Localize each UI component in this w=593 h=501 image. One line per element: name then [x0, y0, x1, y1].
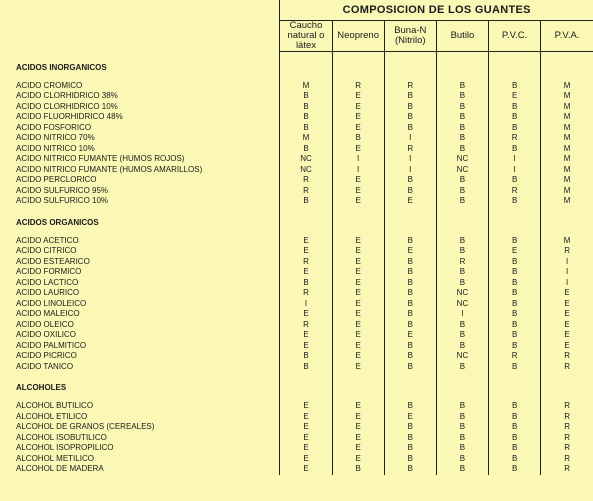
chemical-name: ACIDO NITRICO FUMANTE (HUMOS AMARILLOS) — [16, 164, 203, 174]
rating-cell: B — [436, 91, 488, 102]
rating-cell: E — [280, 309, 332, 320]
chemical-name: ACIDO CLORHIDRICO 10% — [16, 101, 118, 111]
chemical-name: ACIDO OLEICO — [16, 319, 74, 329]
rating-cell: R — [541, 401, 593, 412]
rating-cell: R — [384, 144, 436, 155]
chemical-row — [0, 412, 593, 423]
rating-cell: B — [436, 102, 488, 113]
rating-cell: B — [280, 278, 332, 289]
table-title: COMPOSICION DE LOS GUANTES — [280, 0, 593, 21]
chemical-row — [0, 236, 593, 247]
chemical-row — [0, 133, 593, 144]
rating-cell: B — [384, 464, 436, 475]
rating-cell: E — [332, 320, 384, 331]
rating-cell: E — [332, 123, 384, 134]
chemical-row — [0, 433, 593, 444]
rating-cell: M — [541, 186, 593, 197]
rating-cell: R — [384, 81, 436, 92]
rating-cell: E — [332, 362, 384, 373]
rating-cell: E — [332, 454, 384, 465]
rating-cell: B — [436, 267, 488, 278]
rating-cell: B — [489, 112, 541, 123]
rating-cell: E — [332, 267, 384, 278]
rating-cell: B — [280, 144, 332, 155]
section-title: ALCOHOLES — [16, 383, 67, 392]
chemical-name: ACIDO NITRICO 70% — [16, 133, 95, 142]
rating-cell: B — [332, 464, 384, 475]
rating-cell: B — [489, 341, 541, 352]
chemical-row — [0, 144, 593, 155]
rating-cell: B — [384, 123, 436, 134]
rating-cell: I — [332, 154, 384, 165]
rating-cell: R — [541, 422, 593, 433]
rating-cell: NC — [436, 288, 488, 299]
table-body — [0, 52, 593, 475]
rating-cell: I — [280, 299, 332, 310]
rating-cell: B — [384, 175, 436, 186]
section-header-row — [0, 207, 593, 230]
material-header: Buna-N (Nitrilo) — [384, 21, 436, 52]
rating-cell: B — [280, 196, 332, 207]
rating-cell: NC — [436, 299, 488, 310]
rating-cell: B — [384, 288, 436, 299]
chemical-name: ACIDO PALMITICO — [16, 340, 87, 350]
rating-cell: B — [436, 443, 488, 454]
rating-cell: E — [280, 454, 332, 465]
rating-cell: E — [332, 186, 384, 197]
rating-cell: B — [436, 320, 488, 331]
rating-cell: E — [541, 309, 593, 320]
chemical-name: ACIDO SULFURICO 95% — [16, 185, 109, 195]
chemical-name: ALCOHOL DE GRANOS (CEREALES) — [16, 422, 155, 431]
rating-cell: M — [280, 81, 332, 92]
rating-cell: I — [489, 165, 541, 176]
chemical-name: ACIDO ACETICO — [16, 235, 79, 245]
rating-cell: B — [489, 320, 541, 331]
rating-cell: B — [436, 81, 488, 92]
rating-cell: I — [541, 278, 593, 289]
rating-cell: NC — [436, 154, 488, 165]
chemical-row — [0, 330, 593, 341]
rating-cell: R — [489, 186, 541, 197]
rating-cell: M — [541, 154, 593, 165]
rating-cell: B — [436, 133, 488, 144]
chemical-name: ALCOHOL ISOBUTILICO — [16, 432, 107, 442]
rating-cell: E — [332, 330, 384, 341]
rating-cell: B — [436, 144, 488, 155]
rating-cell: B — [384, 454, 436, 465]
rating-cell: B — [489, 299, 541, 310]
rating-cell: E — [541, 330, 593, 341]
rating-cell: R — [541, 443, 593, 454]
rating-cell: B — [436, 236, 488, 247]
rating-cell: E — [280, 330, 332, 341]
rating-cell: B — [384, 278, 436, 289]
rating-cell: B — [436, 278, 488, 289]
chemical-name: ACIDO PICRICO — [16, 351, 77, 360]
chemical-name: ALCOHOL DE MADERA — [16, 464, 104, 473]
rating-cell: M — [541, 175, 593, 186]
material-header: Neopreno — [332, 21, 384, 52]
material-header: P.V.A. — [541, 21, 593, 52]
chemical-row — [0, 288, 593, 299]
rating-cell: B — [489, 362, 541, 373]
rating-cell: B — [384, 309, 436, 320]
rating-cell: B — [436, 362, 488, 373]
rating-cell: I — [541, 257, 593, 268]
rating-cell: E — [489, 91, 541, 102]
rating-cell: B — [384, 112, 436, 123]
chemical-row — [0, 196, 593, 207]
rating-cell: B — [436, 422, 488, 433]
rating-cell: B — [489, 81, 541, 92]
rating-cell: E — [332, 288, 384, 299]
rating-cell: B — [489, 144, 541, 155]
rating-cell: E — [332, 351, 384, 362]
chemical-row — [0, 123, 593, 134]
rating-cell: E — [332, 246, 384, 257]
rating-cell: E — [332, 175, 384, 186]
rating-cell: B — [436, 123, 488, 134]
rating-cell: B — [384, 236, 436, 247]
rating-cell: B — [384, 443, 436, 454]
rating-cell: B — [384, 433, 436, 444]
rating-cell: M — [541, 123, 593, 134]
chemical-row — [0, 443, 593, 454]
rating-cell: B — [489, 443, 541, 454]
rating-cell: E — [332, 309, 384, 320]
rating-cell: E — [332, 422, 384, 433]
rating-cell: B — [280, 123, 332, 134]
rating-cell: R — [541, 454, 593, 465]
rating-cell: E — [280, 412, 332, 423]
chemical-row — [0, 91, 593, 102]
rating-cell: E — [384, 246, 436, 257]
rating-cell: NC — [436, 165, 488, 176]
rating-cell: B — [280, 362, 332, 373]
chemical-name: ACIDO NITRICO 10% — [16, 143, 95, 153]
section-title: ACIDOS ORGANICOS — [16, 217, 99, 227]
rating-cell: B — [436, 186, 488, 197]
section-header-row — [0, 372, 593, 395]
material-header: Butilo — [436, 21, 488, 52]
rating-cell: R — [332, 81, 384, 92]
rating-cell: E — [280, 443, 332, 454]
rating-cell: E — [332, 341, 384, 352]
rating-cell: B — [489, 401, 541, 412]
rating-cell: R — [280, 257, 332, 268]
rating-cell: E — [280, 267, 332, 278]
chemical-name: ALCOHOL ISOPROPILICO — [16, 443, 114, 452]
rating-cell: R — [280, 320, 332, 331]
chemical-name: ACIDO LINOLEICO — [16, 298, 87, 308]
rating-cell: R — [541, 362, 593, 373]
chemical-name: ALCOHOL ETILICO — [16, 411, 88, 421]
chemical-row — [0, 278, 593, 289]
rating-cell: I — [384, 165, 436, 176]
chemical-row — [0, 112, 593, 123]
chemical-row — [0, 175, 593, 186]
chemical-row — [0, 186, 593, 197]
chemical-row — [0, 464, 593, 475]
rating-cell: I — [384, 133, 436, 144]
rating-cell: B — [489, 175, 541, 186]
rating-cell: R — [436, 257, 488, 268]
rating-cell: R — [541, 351, 593, 362]
rating-cell: E — [332, 257, 384, 268]
chemical-row — [0, 320, 593, 331]
rating-cell: R — [489, 133, 541, 144]
rating-cell: NC — [436, 351, 488, 362]
rating-cell: B — [384, 362, 436, 373]
rating-cell: M — [541, 81, 593, 92]
rating-cell: R — [541, 464, 593, 475]
rating-cell: B — [384, 422, 436, 433]
rating-cell: B — [436, 246, 488, 257]
rating-cell: B — [384, 102, 436, 113]
chemical-name: ALCOHOL BUTILICO — [16, 401, 94, 410]
chemical-name: ACIDO FORMICO — [16, 267, 82, 276]
rating-cell: B — [489, 330, 541, 341]
rating-cell: E — [541, 288, 593, 299]
chemical-name: ACIDO MALEICO — [16, 309, 80, 318]
rating-cell: E — [332, 401, 384, 412]
rating-cell: B — [489, 464, 541, 475]
rating-cell: B — [280, 91, 332, 102]
rating-cell: R — [541, 246, 593, 257]
rating-cell: I — [541, 267, 593, 278]
rating-cell: E — [332, 144, 384, 155]
rating-cell: E — [332, 299, 384, 310]
material-header: Caucho natural o látex — [280, 21, 332, 52]
rating-cell: B — [384, 186, 436, 197]
rating-cell: B — [436, 401, 488, 412]
chemical-row — [0, 454, 593, 465]
rating-cell: E — [332, 236, 384, 247]
chemical-name: ACIDO FOSFORICO — [16, 122, 92, 132]
rating-cell: I — [489, 154, 541, 165]
chemical-name: ACIDO ESTEARICO — [16, 256, 90, 266]
rating-cell: B — [489, 102, 541, 113]
rating-cell: B — [384, 91, 436, 102]
rating-cell: I — [384, 154, 436, 165]
rating-cell: B — [436, 330, 488, 341]
rating-cell: E — [541, 320, 593, 331]
rating-cell: M — [541, 236, 593, 247]
rating-cell: R — [280, 288, 332, 299]
rating-cell: NC — [280, 154, 332, 165]
rating-cell: E — [332, 443, 384, 454]
rating-cell: NC — [280, 165, 332, 176]
rating-cell: E — [280, 246, 332, 257]
rating-cell: B — [280, 351, 332, 362]
rating-cell: E — [489, 246, 541, 257]
rating-cell: E — [280, 341, 332, 352]
rating-cell: M — [541, 102, 593, 113]
chemical-row — [0, 257, 593, 268]
chemical-row — [0, 351, 593, 362]
rating-cell: R — [489, 351, 541, 362]
rating-cell: B — [489, 278, 541, 289]
rating-cell: E — [332, 433, 384, 444]
section-title: ACIDOS INORGANICOS — [16, 62, 107, 72]
rating-cell: B — [436, 175, 488, 186]
rating-cell: I — [436, 309, 488, 320]
rating-cell: M — [280, 133, 332, 144]
rating-cell: B — [280, 112, 332, 123]
chemical-name: ALCOHOL METILICO — [16, 453, 94, 463]
rating-cell: E — [280, 422, 332, 433]
rating-cell: E — [384, 412, 436, 423]
rating-cell: E — [332, 102, 384, 113]
rating-cell: B — [489, 412, 541, 423]
rating-cell: E — [280, 236, 332, 247]
rating-cell: E — [332, 196, 384, 207]
rating-cell: R — [541, 412, 593, 423]
rating-cell: B — [436, 196, 488, 207]
rating-cell: R — [280, 175, 332, 186]
section-header-row — [0, 52, 593, 75]
material-header: P.V.C. — [489, 21, 541, 52]
rating-cell: M — [541, 112, 593, 123]
rating-cell: M — [541, 144, 593, 155]
rating-cell: R — [280, 186, 332, 197]
rating-cell: I — [332, 165, 384, 176]
chemical-name: ACIDO PERCLORICO — [16, 175, 97, 184]
chemical-row — [0, 309, 593, 320]
chemical-name: ACIDO LACTICO — [16, 277, 79, 287]
chemical-row — [0, 246, 593, 257]
chemical-name: ACIDO OXILICO — [16, 330, 77, 339]
rating-cell: B — [436, 341, 488, 352]
chemical-row — [0, 341, 593, 352]
rating-cell: E — [541, 299, 593, 310]
rating-cell: E — [541, 341, 593, 352]
rating-cell: B — [384, 299, 436, 310]
rating-cell: B — [332, 133, 384, 144]
rating-cell: B — [489, 196, 541, 207]
rating-cell: B — [489, 267, 541, 278]
chemical-row — [0, 299, 593, 310]
rating-cell: E — [384, 330, 436, 341]
rating-cell: M — [541, 165, 593, 176]
rating-cell: B — [489, 433, 541, 444]
rating-cell: M — [541, 196, 593, 207]
rating-cell: B — [384, 351, 436, 362]
chemical-row — [0, 154, 593, 165]
chemical-name: ACIDO CLORHIDRICO 38% — [16, 91, 118, 100]
rating-cell: E — [332, 112, 384, 123]
chemical-row — [0, 401, 593, 412]
rating-cell: B — [489, 422, 541, 433]
rating-cell: E — [280, 401, 332, 412]
chemical-name: ACIDO TANICO — [16, 361, 74, 371]
chemical-name: ACIDO CROMICO — [16, 80, 83, 90]
chemical-row — [0, 267, 593, 278]
rating-cell: B — [280, 102, 332, 113]
rating-cell: B — [384, 341, 436, 352]
chemical-row — [0, 81, 593, 92]
rating-cell: M — [541, 91, 593, 102]
rating-cell: B — [436, 454, 488, 465]
chemical-row — [0, 165, 593, 176]
rating-cell: B — [436, 412, 488, 423]
chemical-name: ACIDO FLUORHIDRICO 48% — [16, 112, 123, 121]
rating-cell: M — [541, 133, 593, 144]
rating-cell: E — [384, 196, 436, 207]
rating-cell: E — [280, 464, 332, 475]
rating-cell: E — [332, 278, 384, 289]
rating-cell: B — [384, 401, 436, 412]
rating-cell: B — [384, 320, 436, 331]
rating-cell: B — [489, 288, 541, 299]
rating-cell: B — [489, 236, 541, 247]
rating-cell: B — [489, 123, 541, 134]
rating-cell: B — [436, 464, 488, 475]
chemical-name: ACIDO NITRICO FUMANTE (HUMOS ROJOS) — [16, 154, 185, 163]
chemical-name: ACIDO LAURICO — [16, 288, 80, 297]
rating-cell: B — [489, 309, 541, 320]
rating-cell: B — [489, 454, 541, 465]
rating-cell: E — [332, 412, 384, 423]
rating-cell: B — [384, 257, 436, 268]
rating-cell: B — [436, 112, 488, 123]
rating-cell: R — [541, 433, 593, 444]
chemical-name: ACIDO CITRICO — [16, 246, 77, 255]
chemical-row — [0, 362, 593, 373]
chemical-row — [0, 102, 593, 113]
rating-cell: B — [384, 267, 436, 278]
rating-cell: B — [489, 257, 541, 268]
chemical-row — [0, 422, 593, 433]
rating-cell: E — [280, 433, 332, 444]
rating-cell: B — [436, 433, 488, 444]
chemical-name: ACIDO SULFURICO 10% — [16, 196, 109, 205]
rating-cell: E — [332, 91, 384, 102]
